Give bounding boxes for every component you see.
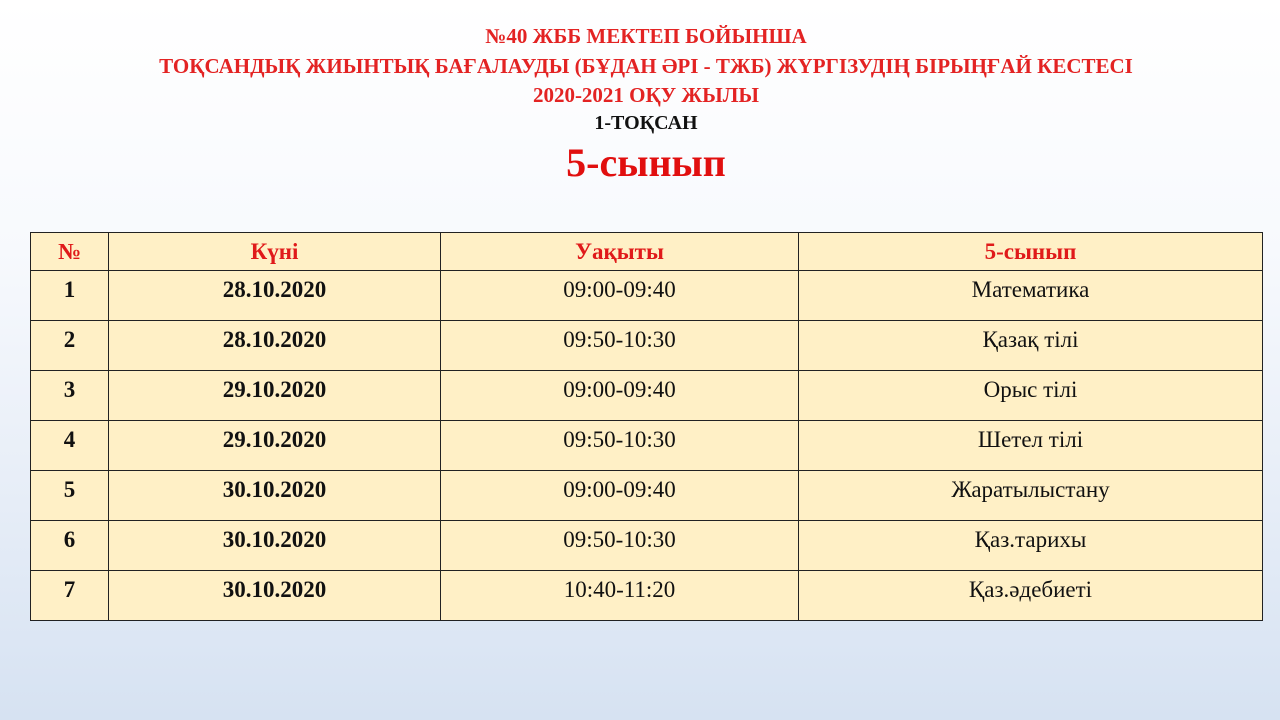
row-number: 6 <box>31 521 109 571</box>
row-time: 09:00-09:40 <box>441 371 799 421</box>
row-number: 2 <box>31 321 109 371</box>
row-date: 30.10.2020 <box>109 571 441 621</box>
row-date: 30.10.2020 <box>109 521 441 571</box>
row-number: 7 <box>31 571 109 621</box>
title-academic-year: 2020-2021 ОҚУ ЖЫЛЫ <box>532 83 760 107</box>
row-subject: Қаз.тарихы <box>799 521 1263 571</box>
row-subject: Жаратылыстану <box>799 471 1263 521</box>
row-time: 09:50-10:30 <box>441 421 799 471</box>
row-subject: Математика <box>799 271 1263 321</box>
header-date: Күні <box>109 233 441 271</box>
header-subject: 5-сынып <box>799 233 1263 271</box>
row-number: 5 <box>31 471 109 521</box>
table-row <box>31 271 1263 321</box>
row-time: 09:50-10:30 <box>441 521 799 571</box>
row-time: 10:40-11:20 <box>441 571 799 621</box>
schedule-table <box>30 232 1263 621</box>
row-date: 28.10.2020 <box>109 271 441 321</box>
row-date: 28.10.2020 <box>109 321 441 371</box>
table-header-row <box>31 233 1263 271</box>
table-row <box>31 321 1263 371</box>
row-subject: Орыс тілі <box>799 371 1263 421</box>
table-row <box>31 571 1263 621</box>
table-row <box>31 471 1263 521</box>
table-row <box>31 421 1263 471</box>
title-schedule: ТОҚСАНДЫҚ ЖИЫНТЫҚ БАҒАЛАУДЫ (БҰДАН ӘРІ - ТЖБ) ЖҮРГІЗУДІҢ БІРЫҢҒАЙ КЕСТЕСІ <box>159 53 1133 78</box>
row-time: 09:50-10:30 <box>441 321 799 371</box>
row-time: 09:00-09:40 <box>441 471 799 521</box>
header-time: Уақыты <box>441 233 799 271</box>
row-date: 30.10.2020 <box>109 471 441 521</box>
title-school: №40 ЖББ МЕКТЕП БОЙЫНША <box>485 24 807 48</box>
row-number: 3 <box>31 371 109 421</box>
page-header <box>0 22 1280 189</box>
quarter-label: 1-ТОҚСАН <box>594 111 698 134</box>
row-subject: Қазақ тілі <box>799 321 1263 371</box>
row-date: 29.10.2020 <box>109 421 441 471</box>
row-number: 1 <box>31 271 109 321</box>
row-time: 09:00-09:40 <box>441 271 799 321</box>
table-row <box>31 371 1263 421</box>
grade-title: 5-сынып <box>566 139 726 185</box>
row-subject: Қаз.әдебиеті <box>799 571 1263 621</box>
table-row <box>31 521 1263 571</box>
row-number: 4 <box>31 421 109 471</box>
row-subject: Шетел тілі <box>799 421 1263 471</box>
header-number: № <box>31 233 109 271</box>
row-date: 29.10.2020 <box>109 371 441 421</box>
